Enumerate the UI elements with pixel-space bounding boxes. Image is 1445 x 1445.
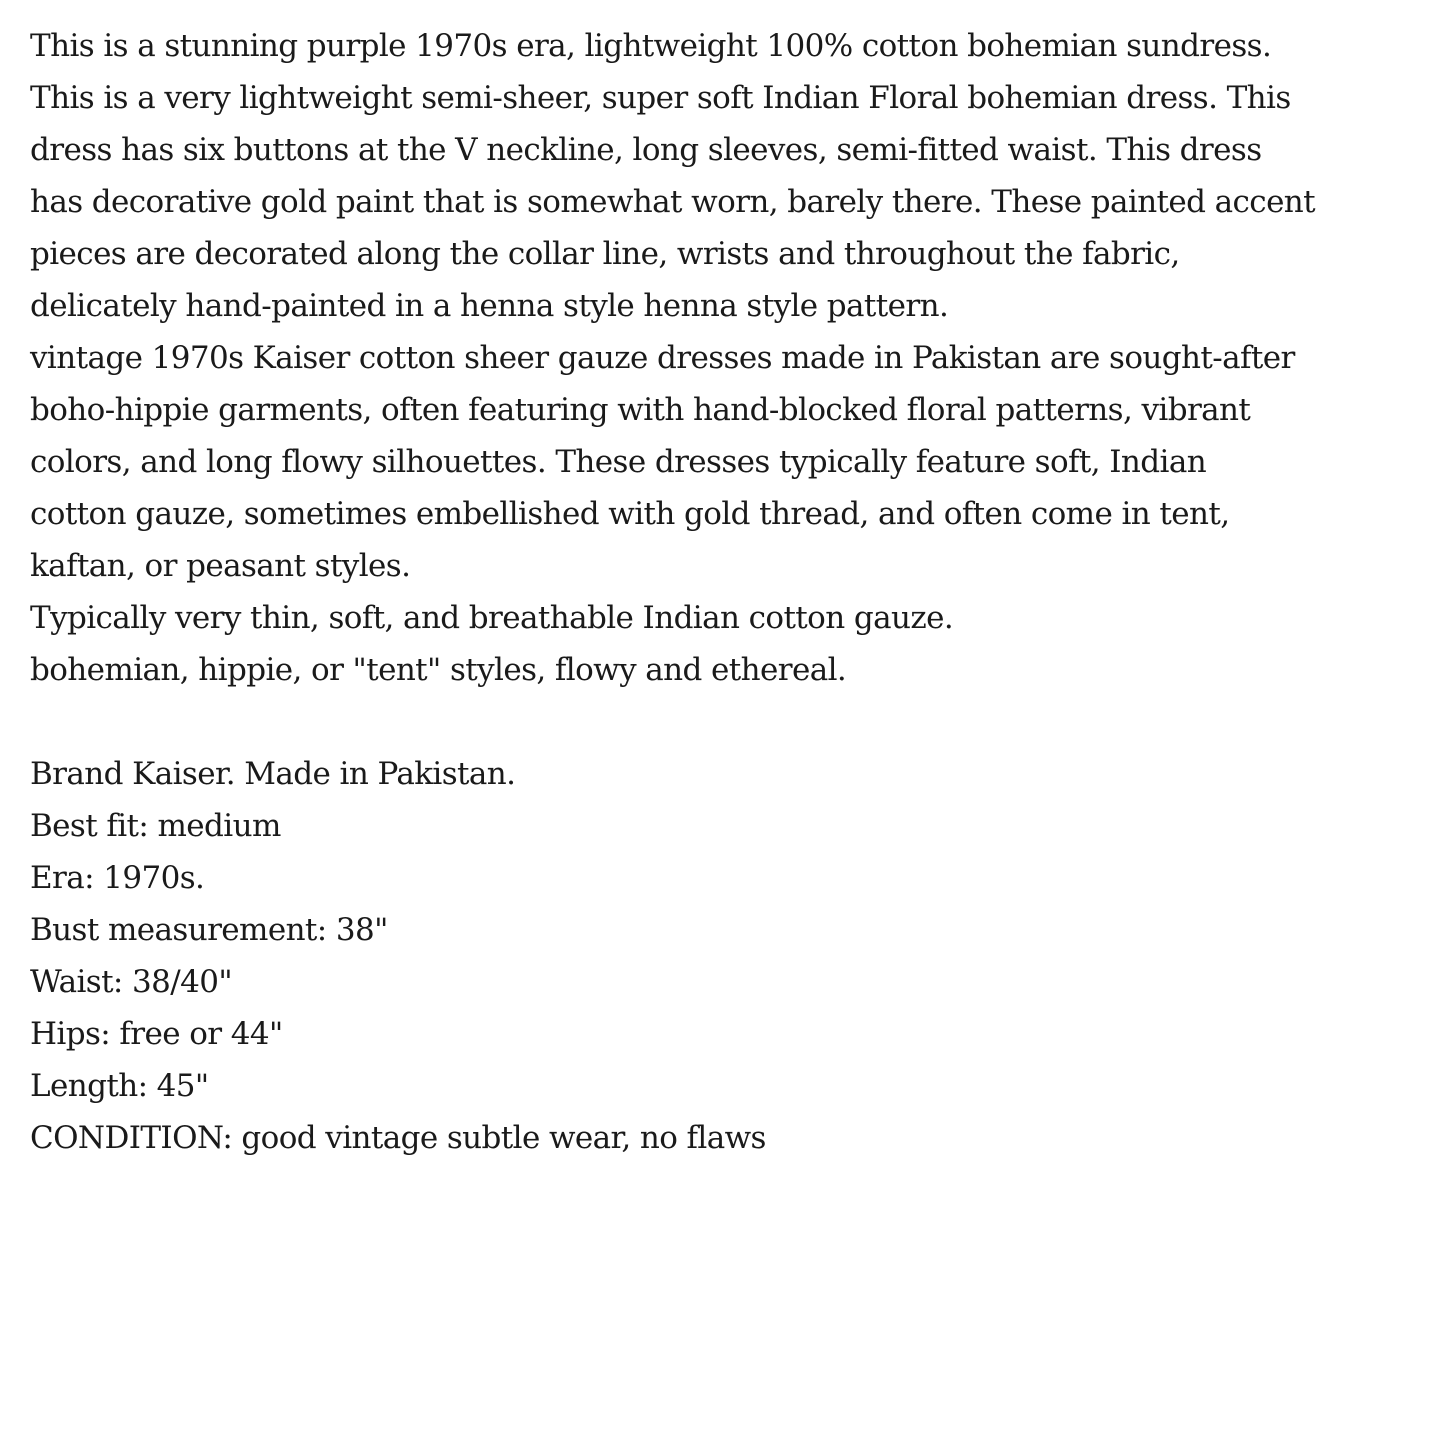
condition-detail: CONDITION: good vintage subtle wear, no flaws xyxy=(30,1120,766,1156)
history-line: kaftan, or peasant styles. xyxy=(30,548,411,584)
intro-line: This is a very lightweight semi-sheer, super soft Indian Floral bohemian dress. This xyxy=(30,80,1291,116)
history-line: colors, and long flowy silhouettes. These dresses typically feature soft, Indian xyxy=(30,444,1207,480)
length-detail: Length: 45" xyxy=(30,1068,209,1104)
history-line: vintage 1970s Kaiser cotton sheer gauze dresses made in Pakistan are sought-after xyxy=(30,340,1295,376)
era-detail: Era: 1970s. xyxy=(30,860,205,896)
hips-detail: Hips: free or 44" xyxy=(30,1016,283,1052)
bust-detail: Bust measurement: 38" xyxy=(30,912,388,948)
style-line: bohemian, hippie, or "tent" styles, flowy and ethereal. xyxy=(30,652,847,688)
intro-line: dress has six buttons at the V neckline, long sleeves, semi-fitted waist. This dress xyxy=(30,132,1262,168)
intro-line: pieces are decorated along the collar line, wrists and throughout the fabric, xyxy=(30,236,1180,272)
paragraph-spacer xyxy=(30,696,1430,748)
intro-line: delicately hand-painted in a henna style henna style pattern. xyxy=(30,288,949,324)
history-line: boho-hippie garments, often featuring with hand-blocked floral patterns, vibrant xyxy=(30,392,1251,428)
history-line: cotton gauze, sometimes embellished with gold thread, and often come in tent, xyxy=(30,496,1230,532)
fabric-line: Typically very thin, soft, and breathable Indian cotton gauze. xyxy=(30,600,954,636)
intro-line: This is a stunning purple 1970s era, lightweight 100% cotton bohemian sundress. xyxy=(30,28,1272,64)
best-fit-detail: Best fit: medium xyxy=(30,808,281,844)
waist-detail: Waist: 38/40" xyxy=(30,964,233,1000)
brand-detail: Brand Kaiser. Made in Pakistan. xyxy=(30,756,516,792)
listing-description xyxy=(30,20,1430,1164)
intro-line: has decorative gold paint that is somewhat worn, barely there. These painted accent xyxy=(30,184,1316,220)
